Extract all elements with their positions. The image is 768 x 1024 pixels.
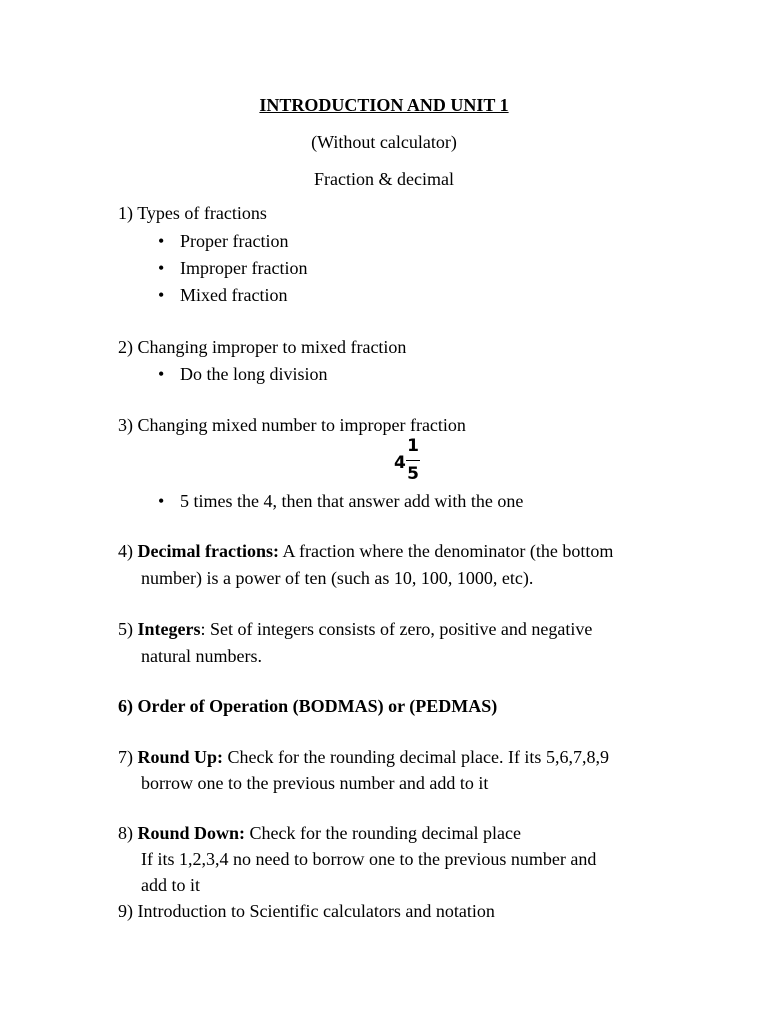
item-number: 2) [118, 337, 133, 357]
item-term: Decimal fractions: [137, 541, 279, 561]
list-item-8 [118, 822, 521, 844]
item-text: Types of fractions [137, 203, 267, 223]
list-item-7 [118, 746, 609, 768]
bullet-text: Improper fraction [180, 258, 308, 278]
item-number: 5) [118, 619, 133, 639]
mixed-number-whole: 4 [394, 453, 406, 473]
bullet-icon: • [158, 231, 165, 251]
item-number: 6) [118, 696, 133, 716]
item-number: 8) [118, 823, 133, 843]
list-item-5 [118, 618, 592, 640]
item-continuation: number) is a power of ten (such as 10, 100, 1000, etc). [141, 568, 534, 588]
item-continuation: natural numbers. [141, 646, 262, 666]
bullet-icon: • [158, 285, 165, 305]
item-text: A fraction where the denominator (the bottom [278, 541, 614, 561]
topic-heading: Fraction & decimal [314, 169, 454, 189]
mixed-number-denominator: 5 [407, 464, 419, 484]
item-term: Integers [137, 619, 201, 639]
item-text: Check for the rounding decimal place [245, 823, 521, 843]
item-term: Order of Operation (BODMAS) or (PEDMAS) [137, 696, 498, 716]
item-term: Round Down: [137, 823, 246, 843]
bullet-icon: • [158, 491, 165, 511]
bullet-text: Do the long division [180, 364, 328, 384]
item-continuation: borrow one to the previous number and add to it [141, 773, 489, 793]
page-subtitle: (Without calculator) [311, 132, 457, 152]
item-number: 7) [118, 747, 133, 767]
bullet-icon: • [158, 258, 165, 278]
list-item-3 [118, 414, 466, 436]
item-text: : Set of integers consists of zero, positive and negative [200, 619, 593, 639]
fraction-bar [406, 460, 420, 461]
bullet-text: 5 times the 4, then that answer add with the one [180, 491, 524, 511]
bullet-text: Mixed fraction [180, 285, 288, 305]
item-number: 1) [118, 203, 133, 223]
item-text: Check for the rounding decimal place. If its 5,6,7,8,9 [223, 747, 609, 767]
item-term: Round Up: [137, 747, 224, 767]
item-number: 9) [118, 901, 133, 921]
item-text: Changing improper to mixed fraction [137, 337, 407, 357]
list-item-1 [118, 202, 267, 224]
item-continuation: If its 1,2,3,4 no need to borrow one to the previous number and [141, 849, 597, 869]
bullet-text: Proper fraction [180, 231, 289, 251]
list-item-2 [118, 336, 406, 358]
item-text: Introduction to Scientific calculators and notation [137, 901, 495, 921]
list-item-4 [118, 540, 613, 562]
page-title: INTRODUCTION AND UNIT 1 [259, 95, 509, 115]
item-number: 4) [118, 541, 133, 561]
list-item-9 [118, 900, 495, 922]
item-number: 3) [118, 415, 133, 435]
bullet-icon: • [158, 364, 165, 384]
mixed-number-numerator: 1 [407, 436, 419, 456]
item-text: Changing mixed number to improper fraction [137, 415, 466, 435]
item-continuation: add to it [141, 875, 200, 895]
list-item-6 [118, 695, 497, 717]
